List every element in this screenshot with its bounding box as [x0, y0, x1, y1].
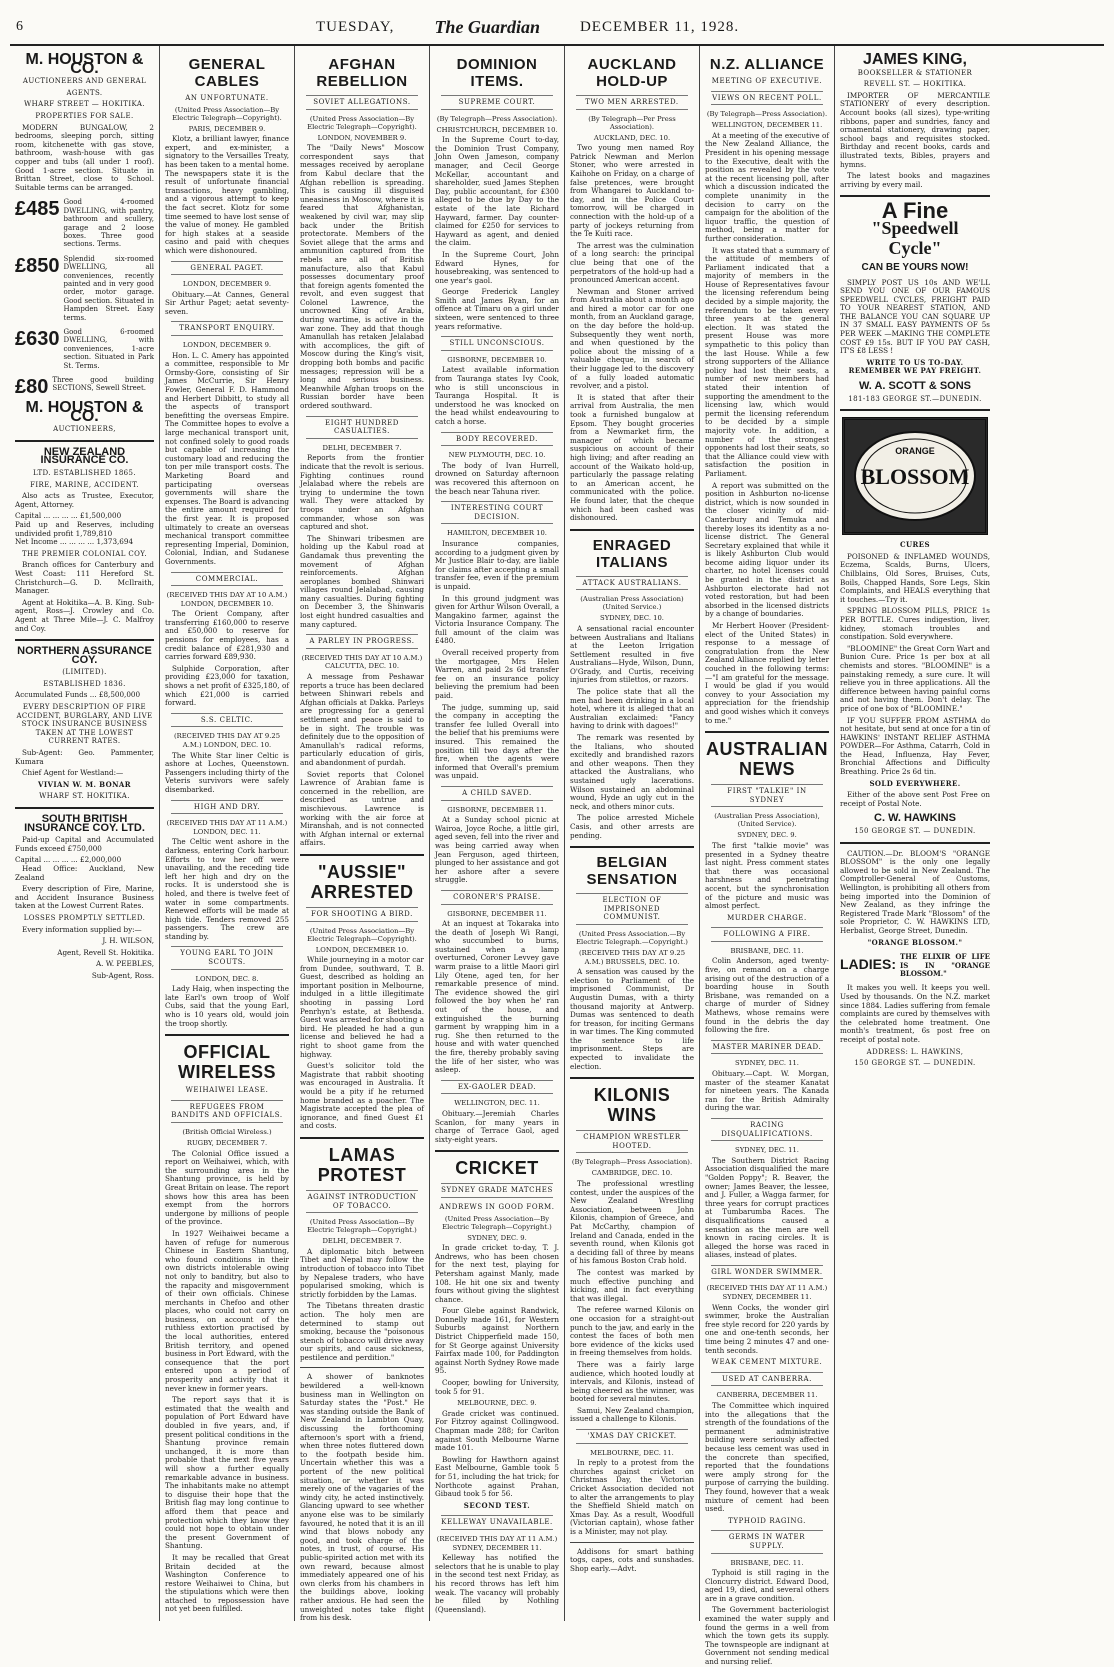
headline-afghan-rebellion: AFGHAN REBELLION	[316, 56, 408, 90]
dateline: CAMBRIDGE, DEC. 10.	[591, 1169, 673, 1178]
ad-cures-text: POISONED & INFLAMED WOUNDS, Eczema, Scalds, Burns, Ulcers, Chilblains, Old Sores, Bruises, Cuts, Boils, Chapped Hands, Sore Legs, Skin Complaints, and HEALS everything that it touches.—Try it.	[840, 551, 990, 604]
article-paragraph: Reports from the frontier indicate that the revolt is serious. Fighting continues round Jelalabad where the rebels are trying to undermine the town wall. They were attacked by troops under an Afghan commander, whose son was captured and shot.	[300, 453, 424, 532]
ad-james-king-title: JAMES KING,	[862, 51, 967, 68]
dateline: GISBORNE, DECEMBER 11.	[447, 805, 547, 814]
ad-james-king-address: REVELL ST. — HOKITIKA.	[863, 80, 967, 89]
ad-address-2: 150 GEORGE ST. — DUNEDIN.	[854, 1059, 976, 1068]
ad-wilson: J. H. WILSON,	[102, 936, 154, 946]
headline-australian-news: AUSTRALIAN NEWS	[706, 739, 828, 780]
article-paragraph: A report was submitted on the position in Ashburton no-license district, which is now sounded in the closer vicinity of mid-Canterbury and Temuka and thereby loses its identity as a no-license district. The General Secretary explained that while it is likely Ashburton Club would become aiding liquor under its charter, no hotel licenses could be granted in the district as Ashburton electorate had not voted restoration, but had been absorbed in the licensed districts by a change of boundaries.	[705, 480, 829, 619]
article-paragraph: The police arrested Michele Casis, and other arrests are pending.	[570, 813, 694, 840]
article-paragraph: Mr Herbert Hoover (President-elect of the United States) in response to a message of congratulation from the New Zealand Alliance replied by letter couched in the following terms:—"I am grateful for the message. I would be glad if you would convey to your Association my appreciation for the friendship and good wishes which it conveys to me."	[705, 621, 829, 725]
dateline: SYDNEY, DEC. 9.	[737, 831, 797, 840]
ad-agents: Agent at Hokitika—A. B. King. Sub-agent, Ross—J. Crowley and Co. Agent at Three Mile—J. C. Malfroy and Coy.	[15, 597, 154, 633]
ad-fine-heading: A Fine	[881, 198, 949, 224]
ad-premier: THE PREMIER COLONIAL COY.	[21, 549, 148, 558]
ad-nzi-paid: Paid up and Reserves, including undivided profit 1,789,810	[15, 519, 154, 538]
ad-peebles-address: Sub-Agent, Ross.	[91, 970, 154, 980]
subhead: GENERAL PAGET.	[171, 261, 283, 276]
article-paragraph: The first "talkie movie" was presented in a Sydney theatre last night. Press comment states that there was occasional harshness and penetrating accent, but the synchronisation of the picture and music was almost perfect.	[705, 840, 829, 911]
subhead: A PARLEY IN PROGRESS.	[306, 634, 418, 649]
ad-subagent: Sub-Agent: Geo. Pammenter, Kumara	[15, 748, 154, 766]
article-paragraph: Overall received property from the mortgagee, Mrs Helen Warren, and paid 2s 6d transfer fee on an insurance policy believing the premium had been paid.	[435, 648, 559, 701]
credit-line: (By Telegraph—Press Association).	[436, 114, 558, 123]
dateline: (RECEIVED THIS DAY AT 11 A.M.) LONDON, DEC. 11.	[166, 819, 288, 836]
newspaper-page	[10, 10, 1104, 1667]
dateline: BRISBANE, DEC. 11.	[730, 1558, 804, 1567]
ad-james-king-text: IMPORTER OF MERCANTILE STATIONERY of every description. Account books (all sizes), type-writing ribbons, paper and sundries, fancy and ornamental stationery, drawing paper, school bags and requisites stocked. Birthday and recent books, cards and illustrated texts, Bibles, prayers and hymns.	[840, 90, 990, 169]
article-paragraph: In reply to a protest from the churches against cricket on Christmas Day, the Victorian Cricket Association decided not to alter the arrangements to play the Sheffield Shield match on Xmas Day. As a result, Woodfull (Victorian captain), whose father is a Minister, may not play.	[570, 1458, 694, 1536]
divider	[840, 409, 990, 411]
subhead: HIGH AND DRY.	[171, 800, 283, 815]
dateline: DELHI, DECEMBER 7.	[322, 443, 402, 452]
headline-dominion-items: DOMINION ITEMS.	[456, 56, 538, 90]
ad-northern-ltd: (LIMITED).	[62, 668, 107, 677]
subhead: EX-GAOLER DEAD.	[441, 1080, 553, 1095]
ad-sbi-every: Every description of Fire, Marine, and Accident Insurance Business taken at the Lowest Current Rates.	[15, 884, 154, 911]
subhead: SOVIET ALLEGATIONS.	[306, 95, 418, 110]
dateline: SYDNEY, DEC. 9.	[467, 1233, 527, 1242]
ad-cycle: Cycle"	[888, 237, 942, 258]
subhead: TWO MEN ARRESTED.	[576, 95, 688, 110]
article-paragraph: Samui, New Zealand champion, issued a challenge to Kilonis.	[570, 1405, 694, 1424]
credit-line: (British Official Wireless.)	[182, 1128, 272, 1136]
credit-line: (United Press Association—By Electric Telegraph—Copyright.)	[307, 1218, 417, 1235]
divider	[435, 1150, 559, 1152]
ad-northern-est: ESTABLISHED 1836.	[43, 679, 126, 688]
article-paragraph: In grade cricket to-day, T. J. Andrews, who has been chosen for the next test, playing for Petersham against Manly, made 108. He hit one six and twenty fours without giving the slightest chance.	[435, 1243, 559, 1304]
subhead: AN UNFORTUNATE.	[185, 94, 269, 102]
price-item: £630 Good 6-roomed DWELLING, with conveniences, 1-acre section. Situated in Park St. Terms.	[15, 328, 154, 370]
article-paragraph: Obituary.—Jeremiah Charles Scanlon, for many years in charge of Terrace Gaol, aged sixty-eight years.	[435, 1108, 559, 1144]
dateline: BRISBANE, DEC. 11.	[730, 946, 804, 955]
subhead: CHAMPION WRESTLER HOOTED.	[576, 1130, 688, 1153]
ad-write-today: WRITE TO US TO-DAY. REMEMBER WE PAY FREIGHT.	[848, 357, 982, 376]
credit-line: (Australian Press Association) (United Service.)	[580, 595, 684, 612]
ad-houston-sub2: AGENTS.	[66, 88, 103, 97]
article-paragraph: Two young men named Roy Patrick Newman and Merlon Stoner, who were arrested in Kaihohe on Friday, on a charge of false pretences, were brought from Whangarei to Auckland to-day, and in the Police Court tomorrow, will be charged in connection with the hold-up of a party of jockeys returning from the Te Kuiti race.	[570, 143, 694, 239]
article-paragraph: Wenn Cocks, the wonder girl swimmer, broke the Australian free style record for 220 yards by one and one-tenth seconds, her time being 2 minutes 47 and one-tenth seconds.	[705, 1302, 829, 1355]
article-paragraph: Soviet reports that Colonel Lawrence of Arabian fame is concerned in the rebellion, are described as untrue and mischievous. Lawrence is working with the air force at Miranshah, and is not connected with Afghan internal or external affairs.	[300, 769, 424, 848]
credit-line: (United Press Association—By Electric Telegraph—Copyright).	[307, 114, 417, 131]
subhead: MURDER CHARGE.	[727, 913, 807, 922]
price-item: £80 Three good building SECTIONS, Sewell Street.	[15, 376, 154, 399]
article-paragraph: Typhoid is still raging in the Cloncurry district. Edward Dood, aged 19, died, and several others are in a grave condition.	[705, 1568, 829, 1603]
headline-kilonis-wins: KILONIS WINS	[593, 1085, 671, 1126]
subhead: KELLEWAY UNAVAILABLE.	[441, 1515, 553, 1530]
subhead: WEAK CEMENT MIXTURE.	[711, 1358, 823, 1367]
headline-official-wireless: OFFICIAL WIRELESS	[177, 1042, 276, 1083]
price-item: £485 Good 4-roomed DWELLING, with pantry, bathroom and scullery, garage and 2 loose boxes. Three good sections. Terms.	[15, 198, 154, 249]
subhead: TRANSPORT ENQUIRY.	[171, 321, 283, 336]
subhead: YOUNG EARL TO JOIN SCOUTS.	[171, 946, 283, 969]
article-paragraph: A sensation was caused by the election to Parliament of the imprisoned Communist, Dr Augustin Dumas, with a thirty thousand majority at Antwerp. Dumas was sentenced to death for treason, for inciting Germans in war times. The King commuted the sentence to life imprisonment. Steps are expected to invalidate the election.	[570, 967, 694, 1071]
headline-enraged-italians: ENRAGED ITALIANS	[592, 536, 672, 571]
divider	[570, 1542, 694, 1543]
headline-aussie-arrested: "AUSSIE" ARRESTED	[310, 861, 414, 902]
ad-asthma-text: IF YOU SUFFER FROM ASTHMA do not hesitate, but send at once for a tin of HAWKINS' INSTANT RELIEF ASTHMA POWDER—For Asthma, Catarrh, Cold in the Head, Influenza, Hay Fever, Bronchial Affections and Difficulty Breathing. Price 2s 6d tin.	[840, 715, 990, 777]
column-afghan-rebellion	[295, 46, 430, 1621]
ad-houston-sub-2: AUCTIONEERS,	[53, 425, 116, 434]
article-paragraph: A message from Peshawar reports a truce has been declared between Shinwari rebels and Afghan officials at Dakka. Parleys are progressing for a general settlement and peace is said to be in sight. The trouble was definitely due to the opposition of Amanullah's radical reforms, particularly education of girls, and abandonment of purdah.	[300, 672, 424, 767]
dateline: WELLINGTON, DECEMBER 11.	[711, 121, 823, 130]
credit-line: (United Press Association—By Electric Telegraph—Copyright).	[172, 105, 282, 122]
article-paragraph: The remark was resented by the Italians, who shouted excitedly and brandished razors and other weapons. Then they attacked the Australians, who sustained ugly lacerations. Wilson sustained an abdominal wound, Hyde an ugly cut in the neck, and others minor cuts.	[570, 733, 694, 811]
ad-houston-title: M. HOUSTON & CO.	[25, 51, 144, 77]
subhead: SYDNEY GRADE MATCHES	[441, 1183, 553, 1198]
subhead: INTERESTING COURT DECISION.	[441, 501, 553, 524]
dateline: CHRISTCHURCH, DECEMBER 10.	[436, 125, 558, 134]
ad-sold: SOLD EVERYWHERE.	[869, 778, 961, 788]
ad-houston-sub1: AUCTIONEERS AND GENERAL	[22, 77, 147, 86]
article-paragraph: Guest's solicitor told the Magistrate that rabbit shooting was encouraged in Australia. It would be a pity if he returned home branded as a poacher. The Magistrate accepted the plea of ignorance, and fined Guest £1 and costs.	[300, 1061, 424, 1131]
ad-pills-text: SPRING BLOSSOM PILLS, PRICE 1s PER BOTTLE. Cures indigestion, liver, kidney, stomach troubles and constipation. Sold everywhere.	[840, 606, 990, 642]
ad-northern-title: NORTHERN ASSURANCE COY.	[17, 645, 152, 666]
ad-info: Every information supplied by:—	[22, 924, 142, 934]
orange-blossom-emblem	[842, 417, 988, 535]
ad-hawkins-title: C. W. HAWKINS	[874, 812, 956, 825]
divider	[300, 1367, 424, 1368]
article-paragraph: The judge, summing up, said the company in accepting the transfer fee lulled Overall into the belief that his premiums were insured. This remained the position till two days after the fire, when the agents were informed that Overall's premium was unpaid.	[435, 702, 559, 781]
article-paragraph: Kelleway has notified the selectors that he is unable to play in the second test next Friday, as his record throws has left him weak. The vacancy will probably be filled by Nothling (Queensland).	[435, 1553, 559, 1614]
article-paragraph: In the Supreme Court to-day, the Dominion Trust Company, John Owen Jameson, company manager, and Cecil George McKellar, accountant and shareholder, sued James Stephen Day, public accountant, for £300 alleged to be due by Day to the estate of the late Richard Hayward, farmer. Day counter-claimed for £250 for services to Hayward as agent, and denied the claim.	[435, 135, 559, 248]
divider	[15, 807, 154, 809]
subhead: FOLLOWING A FIRE.	[711, 927, 823, 942]
dateline: LONDON, DECEMBER 10.	[315, 945, 409, 954]
dateline: AUCKLAND, DEC. 10.	[593, 133, 671, 142]
ad-branch: Branch offices for Canterbury and West Coast: 111 Hereford St. Christchurch—G. D. McIlraith, Manager.	[15, 560, 154, 596]
ad-sbi-title: SOUTH BRITISH INSURANCE COY. LTD.	[24, 813, 145, 834]
headline-lamas-protest: LAMAS PROTEST	[317, 1144, 407, 1185]
columns	[10, 46, 1104, 1667]
subhead: FIRST "TALKIE" IN SYDNEY	[711, 784, 823, 807]
article-paragraph: The Tibetans threaten drastic action. The holy men are determined to stamp out smoking, because the "poisonous stench of tobacco will drive away our spirits, and cause sickness, pestilence and perdition."	[300, 1301, 424, 1362]
article-paragraph: George Frederick Langley Smith and James Ryan, for an offence at Timaru on a girl under sixteen, were sentenced to three years reformative.	[435, 287, 559, 331]
dateline: PARIS, DECEMBER 9.	[188, 124, 266, 133]
article-paragraph: The referee warned Kilonis on one occasion for a straight-out punch to the jaw, and early in the contest the faces of both men bore evidence of the kicks used in freeing themselves from holds.	[570, 1305, 694, 1358]
article-paragraph: There was a fairly large audience, which hooted loudly at intervals, and Kilonis, instead of being cheered as the winner, was booted for several minutes.	[570, 1359, 694, 1404]
ad-sbi-head: Head Office: Auckland, New Zealand	[15, 863, 154, 882]
dateline: LONDON, DECEMBER 9.	[182, 280, 272, 289]
divider	[705, 731, 829, 733]
article-paragraph: The contest was marked by much effective punching and kicking, and in fact everything that was illegal.	[570, 1267, 694, 1303]
article-paragraph: The professional wrestling contest, under the auspices of the New Zealand Wrestling Association, between John Kilonis, champion of Greece, and Pat McCarthy, champion of Ireland and Canada, ended in the seventh round, when Kilonis got a deciding fall of three by means of his famous Boston Crab hold.	[570, 1179, 694, 1266]
ad-peebles: A. W. PEEBLES,	[95, 959, 154, 969]
column-auckland-hold-up	[565, 46, 700, 1621]
subhead: TYPHOID RAGING.	[728, 1516, 806, 1525]
credit-line: (United Press Association—By Electric Telegraph—Copyright).	[307, 926, 417, 943]
divider	[840, 842, 990, 844]
ad-ladies-tag: THE ELIXIR OF LIFE IS IN "ORANGE BLOSSOM."	[900, 952, 990, 978]
subhead: GERMS IN WATER SUPPLY.	[711, 1530, 823, 1553]
subhead: WEIHAIWEI LEASE.	[185, 1086, 269, 1095]
dateline: MELBOURNE, DEC. 11.	[590, 1448, 674, 1457]
ad-losses: LOSSES PROMPTLY SETTLED.	[23, 913, 146, 922]
article-paragraph: Obituary.—At Cannes, General Sir Arthur Paget; aetat seventy-seven.	[165, 289, 289, 316]
headline-belgian-sensation: BELGIAN SENSATION	[586, 854, 678, 889]
dateline: WELLINGTON, DEC. 11.	[454, 1099, 540, 1108]
subhead: MEETING OF EXECUTIVE.	[711, 77, 823, 85]
ad-yours: CAN BE YOURS NOW!	[861, 261, 969, 273]
page-number: 6	[16, 19, 24, 34]
headline-cricket: CRICKET	[455, 1158, 539, 1179]
divider	[15, 440, 154, 442]
dateline: GISBORNE, DECEMBER 11.	[447, 909, 547, 918]
ad-caution-text: CAUTION.—Dr. BLOOM'S "ORANGE BLOSSOM" is the only one legally allowed to be sold in New Zealand. The Comptroller-General of Customs, Wellington, is prohibiting all others from being imported into the Dominion of New Zealand, as they infringe the Registered Trade Mark "Blossom" of the sole Proprietor, C. W. HAWKINS LTD, Herbalist, George Street, Dunedin.	[840, 848, 990, 935]
blossom-emblem-icon	[850, 426, 980, 526]
subhead: VIEWS ON RECENT POLL.	[711, 91, 823, 106]
article-paragraph: Insurance companies, according to a judgment given by Mr Justice Blair to-day, are liable for claims after accepting a small transfer fee, even if the premium is unpaid.	[435, 538, 559, 591]
article-paragraph: Newman and Stoner arrived from Australia about a month ago and hired a motor car for one month, from an Auckland garage, on the day before the hold-up. Subsequently they went north, and when questioned by the police about the missing of a valuable cheque, in search of their luggage led to the discovery of a fully loaded automatic revolver, and a pistol.	[570, 286, 694, 391]
dateline: MELBOURNE, DEC. 9.	[457, 1399, 537, 1408]
credit-line: (United Press Association—By Electric Telegraph—Copyright.)	[442, 1214, 552, 1231]
column-advertisements-left	[10, 46, 160, 1621]
article-paragraph: Klotz, a brilliant lawyer, finance expert, and ex-minister, a signatory to the Versailles Treaty, has been taken to a mental home. The newspapers state it is the result of unfortunate financial transactions, heavy gambling, and a vigorous attempt to keep the fact secret. Klotz for some time seemed to have lost sense of the value of money. He gambled for high stakes at a seaside casino and paid with cheques which were dishonoured.	[165, 134, 289, 255]
ad-chief: Chief Agent for Westland:—	[22, 768, 124, 778]
dateline: DELHI, DECEMBER 7.	[322, 1237, 402, 1246]
ad-bonar: VIVIAN W. M. BONAR	[38, 779, 131, 789]
price-item: £850 Splendid six-roomed DWELLING, all conveniences, recently painted and in very good order, motor garage. Good section. Situated in Hampden Street. Easy terms.	[15, 254, 154, 322]
subhead: BODY RECOVERED.	[441, 432, 553, 447]
dateline: GISBORNE, DECEMBER 10.	[447, 355, 547, 364]
article-paragraph: The Southern District Racing Association disqualified the mare "Golden Poppy"; R. Beaver, the owner; James Beaver, the lessee, and J. Fuller, a Wagga farmer, for three years for corrupt practices at Tumbarumba Races. The disqualifications caused a sensation as the men are well known in racing circles. It is alleged the horse was raced in aliases, instead of plates.	[705, 1155, 829, 1260]
credit-line: (By Telegraph—Press Association).	[571, 1158, 693, 1167]
ad-nzi-est: LTD. ESTABLISHED 1865.	[32, 469, 137, 477]
article-paragraph: It may be recalled that Great Britain decided at the Washington Conference to restore Weihaiwei to China, but the stipulations which were then attached to repossession have not yet been fulfilled.	[165, 1552, 289, 1614]
article-paragraph: At a Sunday school picnic at Wairoa, Joyce Roche, a little girl, aged seven, fell into the river and was being carried away when Jean Ferguson, aged thirteen, plunged to her assistance and got her ashore after a severe struggle.	[435, 815, 559, 885]
dateline: (RECEIVED THIS DAY AT 9.25 A.M.) BRUSSELS, DEC. 10.	[578, 948, 686, 966]
divider	[570, 846, 694, 848]
article-paragraph: In the Supreme Court, John Edward Hynes, for housebreaking, was sentenced to one year's gaol.	[435, 249, 559, 285]
ad-nzi-net: Net Income ... ... ... ... 1,373,694	[15, 537, 134, 547]
ad-sbi-capital: Capital ... ... ... ... £2,000,000	[15, 855, 122, 865]
credit-line: (Australian Press Association), (United Service).	[714, 812, 820, 829]
ad-ladies-text: It makes you well. It keeps you well. Used by thousands. On the N.Z. market since 1884. Ladies suffering from female complaints are cured by themselves with the celebrated home treatment. One month's treatment, 6s post free on receipt of postal note.	[840, 983, 990, 1044]
credit-line: (By Telegraph—Press Association).	[706, 110, 828, 119]
ad-sbi-cap: Paid-up Capital and Accumulated Funds exceed £750,000	[15, 835, 154, 853]
ad-properties-heading: PROPERTIES FOR SALE.	[35, 111, 134, 120]
column-general-cables	[160, 46, 295, 1621]
ad-hawkins-address: 150 GEORGE ST. — DUNEDIN.	[854, 827, 976, 836]
dateline: LONDON, DECEMBER 9.	[182, 341, 272, 350]
article-paragraph: While journeying in a motor car from Dundee, southward, T. B. Guest, described as holding an important position in Melbourne, indulged in a little illegitimate shooting in passing Lord Penrhyn's estate, at Bethesda. Guest was arrested for shooting a bird. He pleaded he had a gun license and believed he had a right to shoot game from the highway.	[300, 955, 424, 1059]
dateline: (RECEIVED THIS DAY AT 11 A.M.) SYDNEY, DECEMBER 11.	[436, 1534, 558, 1552]
article-paragraph: Cooper, bowling for University, took 5 for 91.	[435, 1378, 559, 1396]
ad-houston-address: WHARF STREET — HOKITIKA.	[24, 100, 145, 109]
article-paragraph: Hon. L. C. Amery has appointed a committee, responsible to Mr Ormsby-Gore, consisting of Sir James McCurrie, Sir Henry Fowler, General F. D. Hammond and Herbert Dibbitt, to study all the aspects of transport benefitting the overseas Empire. The Committee hopes to evolve a large mechanical transport unit, not confined solely to good roads but capable of increasing the customary load and reducing the ton per mile transport costs. The Marketing Board and participating overseas governments will share the expenses. The Board is advancing the entire amount required for the first year. It is proposed ultimately to create an overseas mechanical transport committee representing Imperial, Dominion, Colonial, Indian, and Sudanese Governments.	[165, 350, 289, 566]
article-paragraph: The Orient Company, after transferring £160,000 to reserve and £50,000 to reserve for pensions for employees, has a credit balance of £281,930 and carries forward £89,930.	[165, 609, 289, 662]
subhead: MASTER MARINER DEAD.	[711, 1040, 823, 1055]
ad-scott-title: W. A. SCOTT & SONS	[858, 380, 972, 393]
ad-james-king-latest: The latest books and magazines arriving by every mail.	[840, 171, 990, 189]
masthead	[10, 10, 1104, 46]
ad-scott-address: 181-183 GEORGE ST.—DUNEDIN.	[848, 394, 982, 403]
ad-wilson-address: Agent, Revell St. Hokitika.	[57, 947, 154, 957]
headline-nz-alliance: N.Z. ALLIANCE	[709, 56, 825, 73]
ad-speedwell-text: SIMPLY POST US 10s AND WE'LL SEND YOU ONE OF OUR FAMOUS SPEEDWELL CYCLES, FREIGHT PAID TO YOUR NEAREST STATION, AND THE BALANCE YOU CAN SQUARE UP IN 37 SMALL EASY PAYMENTS OF 5s PER WEEK —MAKING THE COMPLETE COST £9 15s. BUT IF YOU PAY CASH, IT'S £8 LESS !	[840, 277, 990, 356]
article-paragraph: Latest available information from Tauranga states Ivy Cook, who is still unconscious in Tauranga Hospital. It is understood he was knocked on the head whilst endeavouring to catch a horse.	[435, 365, 559, 426]
article-paragraph: In 1927 Weihaiwei became a haven of refuge for numerous Chinese in Eastern Shantung, who found conditions in their own districts intolerable owing not only to banditry, but also to the rapacity and misgovernment of their own officials. Chinese merchants in Chefoo and other places, who could not carry on business, on account of the ruthless extortion practised by the local authorities, entered British territory, and opened business in Port Edward, with the consequence that the port entered upon a period of prosperity and activity that it never knew in former years.	[165, 1228, 289, 1393]
masthead-date: DECEMBER 11, 1928.	[579, 18, 740, 35]
blossom-label: BLOSSOM	[860, 464, 970, 490]
article-paragraph: The Celtic went ashore in the darkness, entering Cork harbour. Efforts to tow her off were unavailing, and the receding tide left her high and dry on the rocks. It is understood she is holed, and there is twelve feet of water in some compartments. Renewed efforts will be made at high tide. Tenders removed 255 passengers. The crew are standing by.	[165, 837, 289, 941]
article-paragraph: A sensational racial encounter between Australians and Italians at the Leeton Irrigation Settlement resulted in five Australians—Hyde, Wilson, Dunn, O'Grady, and Curtis, receiving injuries from stilettos, or razors.	[570, 623, 694, 685]
masthead-day: TUESDAY,	[316, 18, 395, 35]
dateline: (RECEIVED THIS DAY AT 10 A.M.) LONDON, DECEMBER 10.	[166, 591, 288, 608]
article-paragraph: The body of Ivan Hurrell, drowned on Saturday afternoon was recovered this afternoon on the beach near Tahuna river.	[435, 460, 559, 496]
newspaper-title: The Guardian	[434, 16, 540, 37]
ad-nzi-also: Also acts as Trustee, Executor, Agent, Attorney.	[15, 491, 154, 509]
article-paragraph: The "Daily News" Moscow correspondent says that messages received by aeroplane from Kabul declare that the Afghan rebellion is spreading. This is causing ill disguised uneasiness in Moscow, where it is feared that Afghanistan, weakened by civil war, may slip back under the British protectorate. Members of the Soviet allege that the arms and ammunition captured from the rebels are all of British manufacture, also that Kabul possesses documentary proof that foreign agents fomented the revolt, and even suggest that Colonel Lawrence, the uncrowned King of Arabia, during wartime, is active in the war zone. They add that though Amanullah has retaken Jelalabad with accomplices, the gift of Moscow during the King's visit, dropping both bombs and pacific messages; repression will be a long and serious business. Meanwhile Afghan troops on the Russian border have been ordered southward.	[300, 143, 424, 410]
article-paragraph: The Shinwari tribesmen are holding up the Kabul road at Gandamak thus preventing the movement of Afghan reinforcements. Afghan aeroplanes bombed Shinwari villages round Jelalabad, causing many casualties. During fighting on December 3, the Shinwaris lost eight hundred casualties and many captured.	[300, 533, 424, 629]
article-paragraph: Grade cricket was continued. For Fitzroy against Collingwood. Chapman made 288; for Carlton against South Melbourne Warne made 101.	[435, 1408, 559, 1453]
article-paragraph: The arrest was the culmination of a long search: the principal clue being that one of the perpetrators of the hold-up had a pronounced American accent.	[570, 240, 694, 285]
ad-address: ADDRESS: L. HAWKINS,	[866, 1047, 964, 1056]
column-advertisements-right	[835, 46, 995, 1621]
subhead: COMMERCIAL.	[171, 572, 283, 587]
subhead: A CHILD SAVED.	[441, 786, 553, 801]
dateline: SYDNEY, DEC. 11.	[735, 1059, 799, 1068]
dateline: CANBERRA, DECEMBER 11.	[716, 1391, 818, 1400]
dateline: HAMILTON, DECEMBER 10.	[447, 529, 547, 538]
subhead: GIRL WONDER SWIMMER.	[711, 1265, 823, 1280]
article-paragraph: The Committee which inquired into the allegations that the strength of the foundations of the permanent administrative building were seriously affected because less cement was used in the concrete than specified, reported that the foundations were amply strong for the purpose of carrying the building. They found, however that a weak mixture of cement had been used.	[705, 1401, 829, 1514]
divider	[300, 1137, 424, 1139]
blossom-top-label: ORANGE	[895, 446, 935, 457]
ad-orange-blossom: "ORANGE BLOSSOM."	[867, 937, 963, 947]
subhead: SECOND TEST.	[463, 1500, 531, 1510]
article-paragraph: The White Star liner Celtic is ashore at Loches, Queenstown. Passengers including thirty of the Veteris survivors were safely disembarked.	[165, 750, 289, 794]
dateline: NEW PLYMOUTH, DEC. 10.	[448, 451, 546, 460]
divider	[570, 529, 694, 531]
ad-nzi-title: NEW ZEALAND INSURANCE CO.	[40, 445, 129, 467]
article-paragraph: Bowling for Hawthorn against East Melbourne, Gamble took 5 for 51, including the hat trick; for Northcote against Prahan, Gibaud took 5 for 56.	[435, 1454, 559, 1499]
ad-ladies	[840, 953, 990, 978]
ad-james-king-sub: BOOKSELLER & STATIONER	[857, 68, 973, 77]
dateline: (RECEIVED THIS DAY AT 11 A.M.) SYDNEY, DECEMBER 11.	[706, 1284, 828, 1302]
subhead: ATTACK AUSTRALIANS.	[576, 576, 688, 591]
article-paragraph: It was stated that a summary of the attitude of members of Parliament indicated that a majority of members in the House of Representatives favour the licensing referendum being decided by a simple majority, the referendum to be taken every three years at the general election. It was stated the present House was more sympathetic to this policy than the last House. While a few strong supporters of the Alliance policy had lost their seats, a number of new members had stated their intention of supporting the amendment to the licensing law, which would permit the licensing referendum to be decided by a simple majority vote. In addition, a number of the strongest opponents had lost their seats, so that the Alliance could view with satisfaction the position in Parliament.	[705, 245, 829, 478]
dateline: (RECEIVED THIS DAY AT 10 A.M.) CALCUTTA, DEC. 10.	[301, 653, 423, 671]
article-paragraph: At an inquest at Tokaraka into the death of Joseph Wi Rangi, who succumbed to burns, sustained when a lamp overturned, Coroner Levvey gave warm praise to a little Maori girl Lily Otene, aged ten, for her remarkable presence of mind. The evidence showed the girl followed the boy when he' ran out of the house, and extinguished the burning garment by wrapping him in a rug. She then returned to the house and with water quenched the fire, thereby probably saving the life of her sister, who was asleep.	[435, 919, 559, 1075]
dateline: LONDON, NOVEMBER 9.	[317, 133, 407, 142]
divider	[570, 1077, 694, 1079]
article-paragraph: The Government bacteriologist examined the water supply and found the germs in a well from which the town gets its supply. The townspeople are indignant at Government not sending medical and nursing relief.	[705, 1605, 829, 1667]
headline-auckland-hold-up: AUCKLAND HOLD-UP	[587, 56, 677, 90]
article-paragraph: The police state that all the men had been drinking in a local hotel, where it is alleged that an Australian exclaimed: "Fancy having to drink with dagoes!"	[570, 687, 694, 731]
credit-line: (United Press Association.—By Electric Telegraph.—Copyright.)	[576, 929, 688, 946]
dateline: SYDNEY, DEC. 11.	[735, 1146, 799, 1155]
ad-post-free: Either of the above sent Post Free on receipt of Postal Note.	[840, 790, 990, 808]
ad-nzi-capital: Capital ... ... ... ... £1,500,000	[15, 511, 122, 521]
article-paragraph: At a meeting of the executive of the New Zealand Alliance, the President in his opening message to the Executive, dealt with the position as revealed by the vote at the recent licensing poll, after which a discussion indicated the complete unanimity in the decision to carry on the campaign for the abolition of the liquor traffic, the question of method, being a matter for further consideration.	[705, 130, 829, 243]
article-paragraph: A diplomatic bitch between Tibet and Nepal may follow the introduction of tobacco into Tibet by Nepalese traders, who have popularised smoking, which is strictly forbidden by the Lamas.	[300, 1246, 424, 1299]
divider	[840, 195, 990, 197]
article-paragraph: Four Glebe against Randwick, Donnelly made 161, for Western Suburbs against Northern District Chipperfield made 150, for St George against University Fairfax made 100, for Paddington against North Sydney Rowe made 95.	[435, 1306, 560, 1376]
ad-bungalow: MODERN BUNGALOW, 2 bedrooms, sleeping porch, sitting room, kitchenette with gas stove, bathroom, wash-house with gas copper and tubs (all under 1 roof). Good 1-acre section. Situate in Brittan Street, close to School. Suitable terms can be arranged.	[15, 122, 154, 192]
subhead: 'XMAS DAY CRICKET.	[576, 1429, 688, 1444]
ad-northern-every: EVERY DESCRIPTION OF FIRE ACCIDENT, BURGLARY, AND LIVE STOCK INSURANCE BUSINESS TAKEN AT THE LOWEST CURRENT RATES.	[16, 703, 153, 746]
article-paragraph: The Colonial Office issued a report on Weihaiwei, which, with the surrounding area in the Shantung province, is held by Great Britain on lease. The report shows how this area has been exempt from the horrors undergone by millions of people of the province.	[165, 1148, 289, 1227]
ad-bonar-address: WHARF ST. HOKITIKA.	[39, 792, 130, 801]
ad-speedwell: "Speedwell	[871, 217, 959, 238]
article-paragraph: Addisons for smart bathing togs, capes, cots and sunshades. Shop early.—Advt.	[570, 1546, 694, 1573]
dateline: SYDNEY, DEC. 10.	[600, 614, 664, 623]
article-paragraph: It is stated that after their arrival from Australia, the men took a furnished bungalow at Epsom. They bought groceries from a Newmarket firm, the manager of which became suspicious on account of their high living; and after reading an account of the Waikato hold-up, particularly the passage relating to an American accent, he communicated with the police. He found later, that the cheque which had been cashed was dishonoured.	[570, 392, 694, 523]
divider	[300, 854, 424, 856]
subhead: S.S. CELTIC.	[171, 713, 283, 728]
article-paragraph: Obituary.—Capt. W. Morgan, master of the steamer Kanatat for nineteen years. The Kanada ran for the British Admiralty during the war.	[705, 1069, 829, 1113]
subhead: ANDREWS IN GOOD FORM.	[439, 1202, 555, 1211]
divider	[15, 639, 154, 641]
article-paragraph: A shower of banknotes bewildered a well-known business man in Wellington on Saturday states the "Post." He was standing outside the Bank of New Zealand in Lambton Quay, discussing the forthcoming afternoon's sport with a friend, when three notes fluttered down to the footpath beside him. Uncertain whether this was a portent of the new political situation, or whether it was merely one of the vagaries of the windy city, he acted instinctively. Glancing upward to see whether anyone else was to be similarly favoured, he noted that it is an ill wind that blows nobody any good, and took charge of the notes, in trust, of course. His public-spirited action met with its own reward, because almost immediately appeared one of his own clerks from his chambers in the buildings above, looking rather anxious. He had seen the unweighted notes take flight from his desk.	[300, 1372, 424, 1623]
dateline: RUGBY, DECEMBER 7.	[186, 1139, 268, 1147]
subhead: RACING DISQUALIFICATIONS.	[711, 1118, 823, 1141]
column-nz-alliance	[700, 46, 835, 1667]
subhead: EIGHT HUNDRED CASUALTIES.	[306, 416, 418, 439]
column-dominion-items	[430, 46, 565, 1621]
subhead: ELECTION OF IMPRISONED COMMUNIST.	[576, 893, 688, 925]
article-paragraph: The report says that it is estimated that the wealth and population of Port Edward have doubled in five years, and, if present political conditions in the Shantung province remain unchanged, it is more than probable that the next five years will show a further equally remarkable advance in business. The inhabitants make no attempt to disguise their hope that the British flag may long continue to afford them that peace and protection which they know they could not hope to obtain under the present Government of Shantung.	[165, 1395, 289, 1551]
subhead: USED AT CANBERRA.	[711, 1372, 823, 1387]
credit-line: (By Telegraph—Per Press Association).	[588, 114, 676, 131]
subhead: STILL UNCONSCIOUS.	[441, 336, 553, 351]
ad-northern-funds: Accumulated Funds ... £8,500,000	[15, 690, 141, 700]
subhead: SUPREME COURT.	[441, 95, 553, 110]
ad-cures: CURES	[900, 540, 930, 550]
subhead: CORONER'S PRAISE.	[441, 890, 553, 905]
subhead: REFUGEES FROM BANDITS AND OFFICIALS.	[171, 1100, 283, 1123]
headline-general-cables: GENERAL CABLES	[188, 56, 266, 90]
article-paragraph: Colin Anderson, aged twenty-five, on remand on a charge arising out of the destruction of a boarding house in South Brisbane, was remanded on a charge of murder of Sidney Mathews, whose remains were found in the debris the day following the fire.	[705, 956, 829, 1035]
article-paragraph: Lady Haig, when inspecting the late Earl's own troop of Wolf Cubs, said that the young Earl, who is 10 years old, would join the troop shortly.	[165, 984, 289, 1028]
article-paragraph: In this ground judgment was given for Arthur Wilson Overall, a Mangakino farmer, against the Victoria Insurance Company. The full amount of the claim was £480.	[435, 593, 559, 646]
subhead: AGAINST INTRODUCTION OF TOBACCO.	[306, 1190, 418, 1213]
article-paragraph: Sulphide Corporation, after providing £23,000 for taxation, shows a net profit of £325,180, of which £21,000 is carried forward.	[165, 663, 289, 708]
ad-bloomine-text: "BLOOMINE" the Great Corn Wart and Bunion Cure. Price 1s per box at all chemists and stores. "BLOOMINE" is a painstaking remedy, a sure cure. It will relieve you in three applications. All the difference between having painful corns and not having them. Don't delay. The price of one box of "BLOOMINE."	[840, 643, 990, 713]
ad-houston-title-2: M. HOUSTON & CO.	[25, 399, 144, 425]
dateline: LONDON, DEC. 8.	[195, 974, 259, 983]
subhead: FOR SHOOTING A BIRD.	[306, 907, 418, 922]
dateline: (RECEIVED THIS DAY AT 9.25 A.M.) LONDON, DEC. 10.	[173, 732, 281, 749]
divider	[165, 1034, 289, 1036]
ad-nzi-lines: FIRE, MARINE, ACCIDENT.	[30, 480, 139, 489]
ad-ladies-label: LADIES:	[840, 956, 896, 973]
